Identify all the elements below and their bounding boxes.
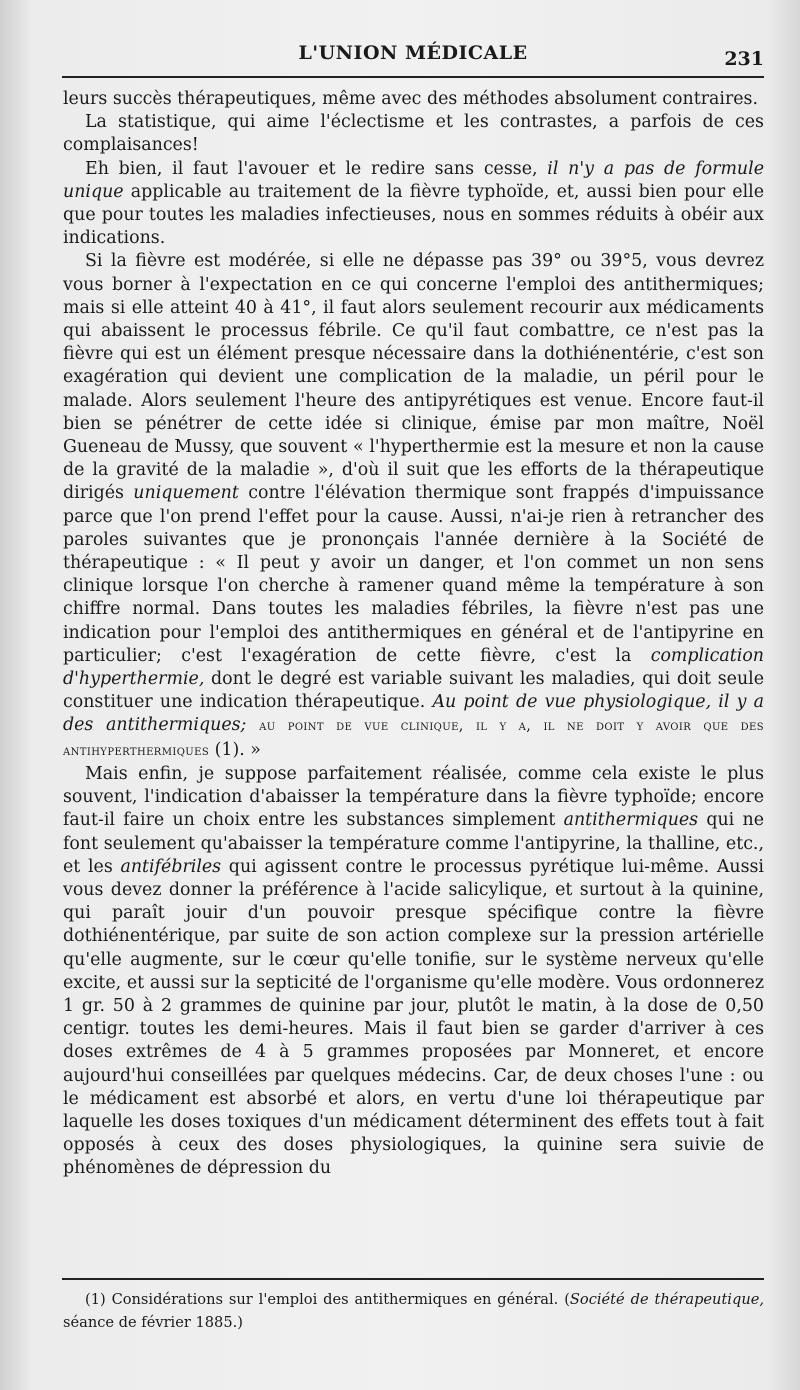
text-run: applicable au traitement de la fièvre typhoïde, et, aussi bien pour elle que pour toutes les maladies infectieuses, nous en sommes réduits à obéir aux indications. <box>63 181 764 249</box>
paragraph <box>63 158 764 251</box>
body-text <box>63 88 764 1181</box>
text-run: contre l'élévation thermique sont frappés d'impuissance parce que l'on prend l'effet pour la cause. Aussi, n'ai-je rien à retrancher des paroles suivantes que je prononçais l'année dernière à la Société de thérapeutique : « Il peut y avoir un danger, et l'on commet un non sens clinique lorsque l'on cherche à ramener quand même la température à son chiffre normal. Dans toutes les maladies fébriles, la fièvre n'est pas une indication pour l'emploi des antithermiques en général et de l'antipyrine en particulier; c'est l'exagération de cette fièvre, c'est la <box>63 483 764 666</box>
text-run: (1) Considérations sur l'emploi des antithermiques en général. ( <box>85 1291 570 1308</box>
paragraph <box>63 250 764 762</box>
italic-text: Au point de vue physiologique, il y a des antithermiques; <box>63 692 765 736</box>
text-run: dont le degré est variable suivant les maladies, qui doit seule constituer une indication thérapeutique. <box>63 669 764 713</box>
text-run <box>246 715 259 735</box>
text-run: (1). » <box>209 739 261 760</box>
italic-text: Société de thérapeutique, <box>569 1291 764 1308</box>
italic-text: antithermiques <box>563 810 699 831</box>
paragraph <box>63 88 764 111</box>
page-number: 231 <box>724 48 764 70</box>
text-run: La statistique, qui aime l'éclectisme et les contrastes, a parfois de ces complaisances! <box>63 112 764 156</box>
journal-title: L'UNION MÉDICALE <box>298 42 528 64</box>
text-run: qui agissent contre le processus pyrétique lui-même. Aussi vous devez donner la préférence à l'acide salicylique, et surtout à la quinine, qui paraît jouir d'un pouvoir presque spécifique contre la fièvre dothiénentérique, par suite de son action complexe sur la pression artérielle qu'elle augmente, sur le cœur qu'elle tonifie, sur le système nerveux qu'elle excite, et aussi sur la septicité de l'organisme qu'elle modère. Vous ordonnerez 1 gr. 50 à 2 grammes de quinine par jour, plutôt le matin, à la dose de 0,50 centigr. toutes les demi-heures. Mais il faut bien se garder d'arriver à ces doses extrêmes de 4 à 5 grammes proposées par Monneret, et encore aujourd'hui conseillées par quelques médecins. Car, de deux choses l'une : ou le médicament est absorbé et alors, en vertu d'une loi thérapeutique par laquelle les doses toxiques d'un médicament déterminent des effets tout à fait opposés à ceux des doses physiologiques, la quinine sera suivie de phénomènes de dépression du <box>63 856 764 1179</box>
italic-text: antifébriles <box>120 856 222 877</box>
text-run: séance de février 1885.) <box>63 1314 243 1331</box>
header-rule <box>62 76 764 78</box>
footnote <box>63 1288 764 1334</box>
text-run: Eh bien, il faut l'avouer et le redire sans cesse, <box>85 158 548 179</box>
italic-text: il n'y a pas de formule unique <box>63 158 764 202</box>
text-run: leurs succès thérapeutiques, même avec des méthodes absolument contraires. <box>63 89 759 109</box>
italic-text: uniquement <box>133 483 239 504</box>
small-caps-text: au point de vue clinique, il y a, il ne doit y avoir que des antihyperthermiques <box>63 718 764 759</box>
paragraph <box>63 111 764 157</box>
italic-text: complication d'hyperthermie, <box>63 645 764 690</box>
text-run: Si la fièvre est modérée, si elle ne dépasse pas 39° ou 39°5, vous devrez vous borner à l'expectation en ce qui concerne l'emploi des antithermiques; mais si elle atteint 40 à 41°, il faut alors seulement recourir aux médicaments qui abaissent le processus fébrile. Ce qu'il faut combattre, ce n'est pas la fièvre qui est un élément presque nécessaire dans la dothiénentérie, c'est son exagération qui devient une complication de la maladie, un péril pour le malade. Alors seulement l'heure des antipyrétiques est venue. Encore faut-il bien se pénétrer de cette idée si clinique, émise par mon maître, Noël Gueneau de Mussy, que souvent « l'hyperthermie est la mesure et non la cause de la gravité de la maladie », d'où il suit que les efforts de la thérapeutique dirigés <box>63 251 764 504</box>
text-run: Mais enfin, je suppose parfaitement réalisée, comme cela existe le plus souvent, l'indication d'abaisser la température dans la fièvre typhoïde; encore faut-il faire un choix entre les substances simplement <box>63 763 764 831</box>
text-run: qui ne font seulement qu'abaisser la température comme l'antipyrine, la thalline, etc., et les <box>63 810 764 877</box>
footnote-text <box>63 1288 764 1334</box>
running-header <box>62 42 764 72</box>
footnote-rule <box>62 1278 764 1280</box>
paragraph <box>63 763 764 1181</box>
